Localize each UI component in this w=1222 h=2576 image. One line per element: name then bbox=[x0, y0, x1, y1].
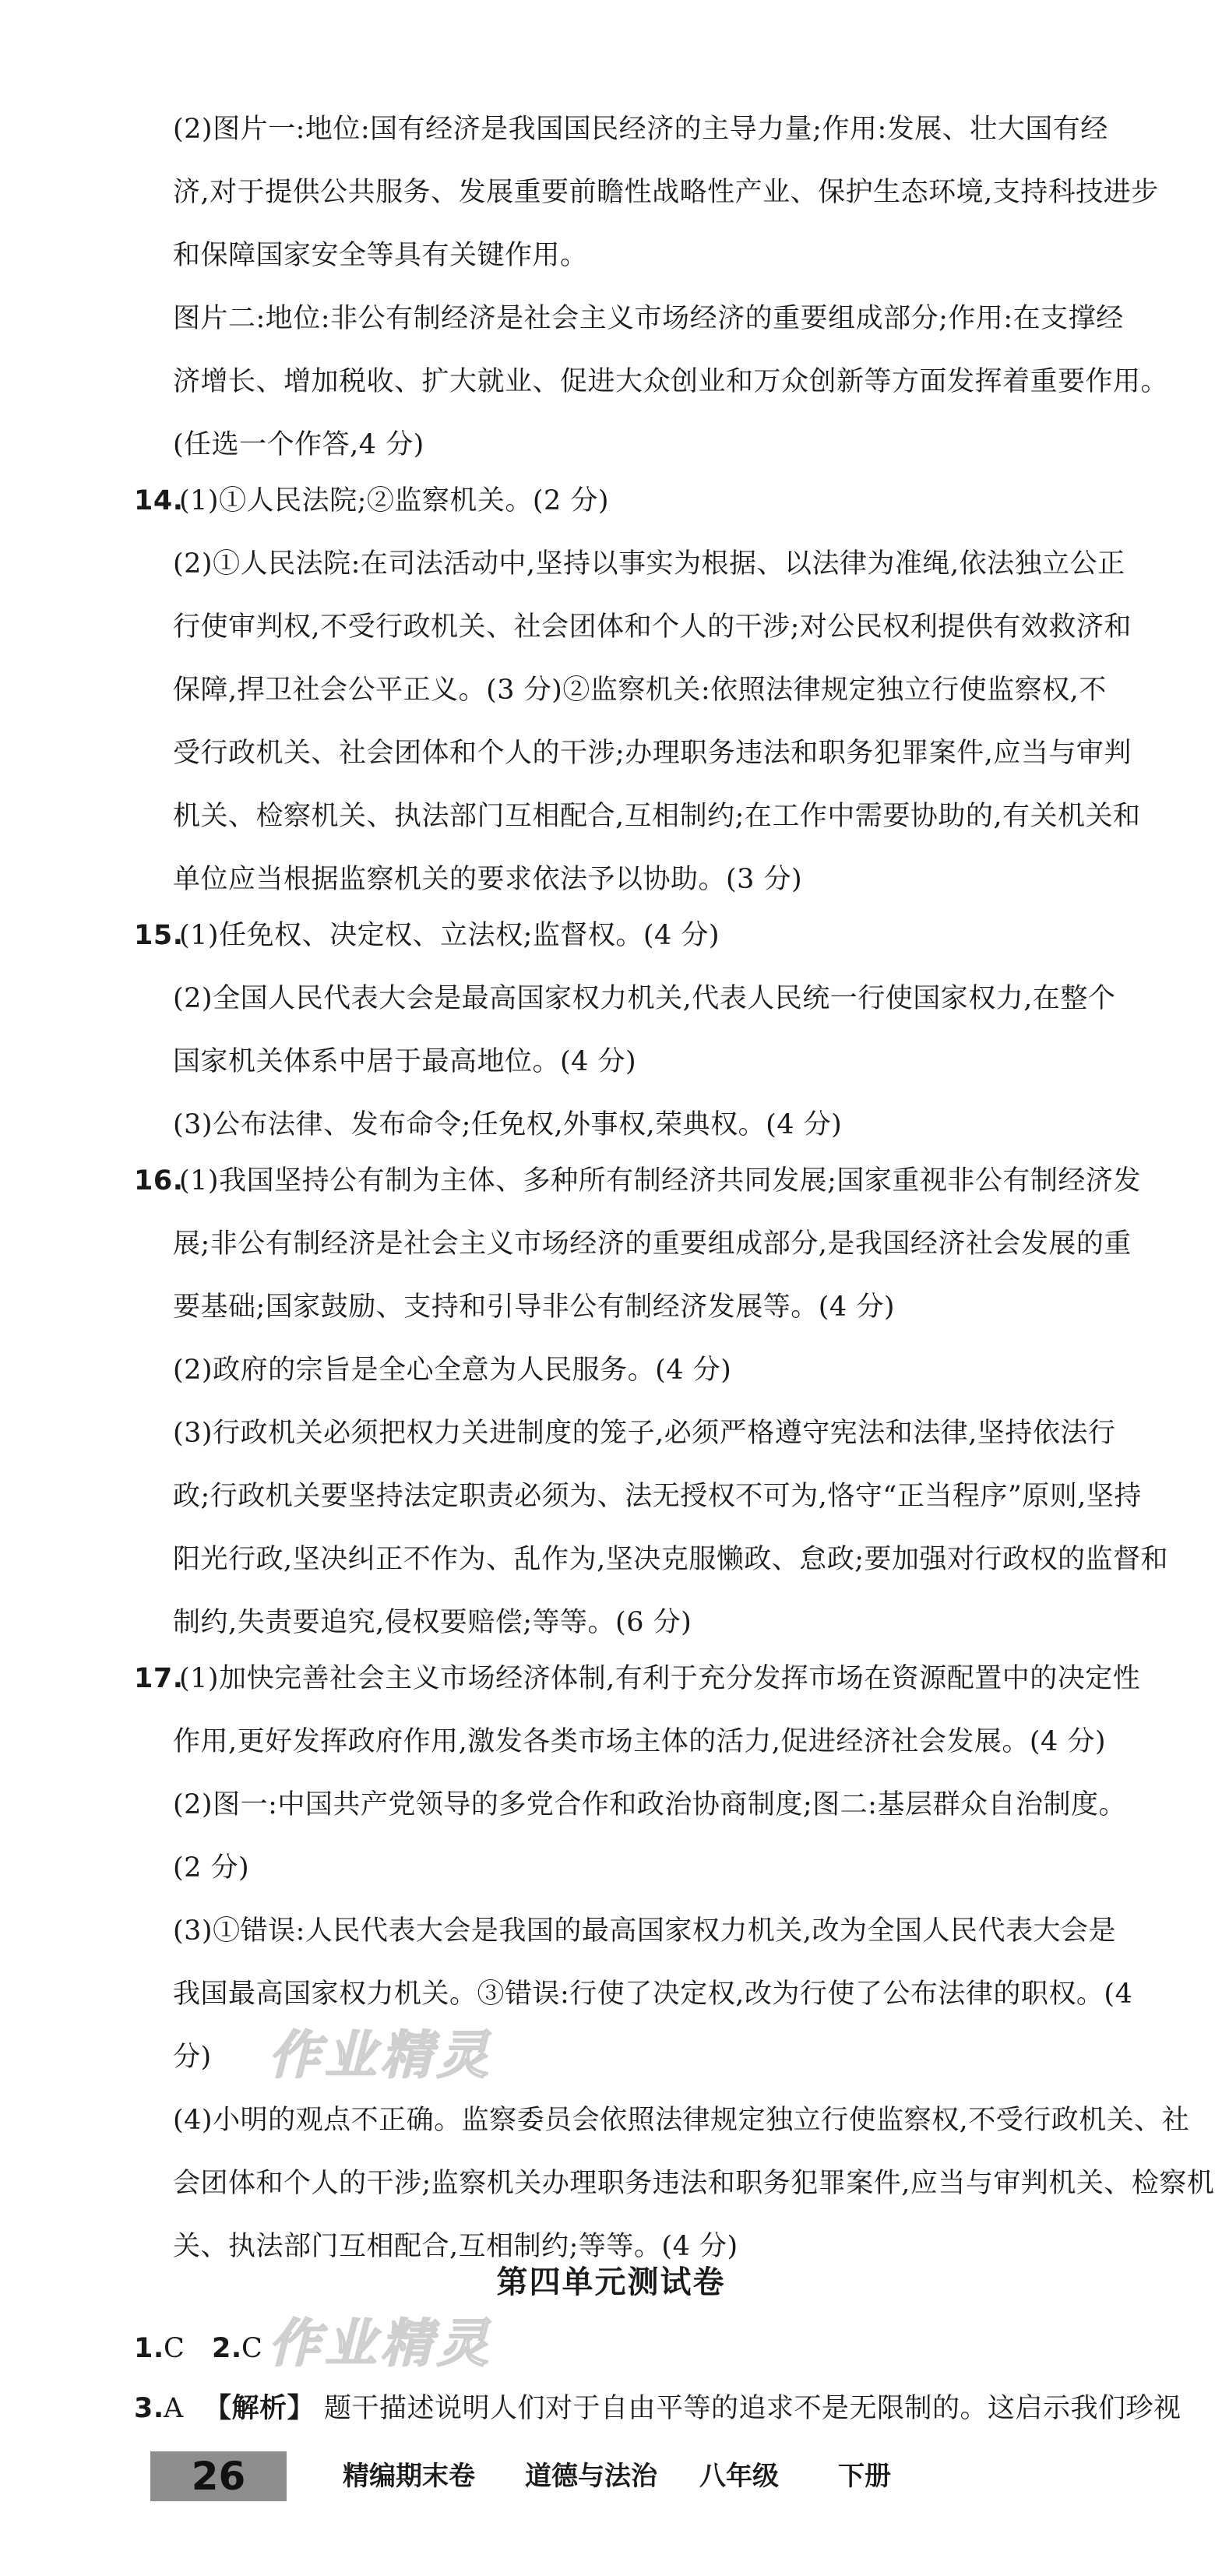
q14-part2-line2: 行使审判权,不受行政机关、社会团体和个人的干涉;对公民权利提供有效救济和 bbox=[173, 611, 1132, 643]
q17-part3-line3: 分) bbox=[173, 2042, 212, 2073]
q16-part3-line4: 制约,失责要追究,侵权要赔偿;等等。(6 分) bbox=[173, 1607, 692, 1638]
footer-series: 精编期末卷 bbox=[343, 2461, 475, 2492]
unit4-answer1: C bbox=[164, 2333, 185, 2364]
unit4-answer2: C bbox=[241, 2333, 263, 2364]
footer-subject: 道德与法治 bbox=[525, 2461, 657, 2492]
footer-grade: 八年级 bbox=[699, 2461, 779, 2492]
q17-part4-line2: 会团体和个人的干涉;监察机关办理职务违法和职务犯罪案件,应当与审判机关、检察机 bbox=[173, 2168, 1215, 2199]
q15-part1: (1)任免权、决定权、立法权;监督权。(4 分) bbox=[179, 920, 720, 951]
q14-number: 14. bbox=[134, 485, 184, 516]
q15-part2-line2: 国家机关体系中居于最高地位。(4 分) bbox=[173, 1046, 637, 1077]
q14-part2-line3: 保障,捍卫社会公平正义。(3 分)②监察机关:依照法律规定独立行使监察权,不 bbox=[173, 675, 1107, 706]
q15-part2-line1: (2)全国人民代表大会是最高国家权力机关,代表人民统一行使国家权力,在整个 bbox=[173, 983, 1116, 1014]
unit4-heading: 第四单元测试卷 bbox=[496, 2264, 726, 2300]
q14-part2-line5: 机关、检察机关、执法部门互相配合,互相制约;在工作中需要协助的,有关机关和 bbox=[173, 801, 1141, 832]
q15-part3: (3)公布法律、发布命令;任免权,外事权,荣典权。(4 分) bbox=[173, 1109, 843, 1140]
q16-part3-line3: 阳光行政,坚决纠正不作为、乱作为,坚决克服懒政、怠政;要加强对行政权的监督和 bbox=[173, 1544, 1169, 1575]
q13-picture2-line1: 图片二:地位:非公有制经济是社会主义市场经济的重要组成部分;作用:在支撑经 bbox=[173, 303, 1124, 334]
q16-part1-line3: 要基础;国家鼓励、支持和引导非公有制经济发展等。(4 分) bbox=[173, 1292, 895, 1323]
q14-part2-line1: (2)①人民法院:在司法活动中,坚持以事实为根据、以法律为准绳,依法独立公正 bbox=[173, 548, 1125, 580]
q17-part2-line2: (2 分) bbox=[173, 1852, 250, 1884]
q16-part1-line1: (1)我国坚持公有制为主体、多种所有制经济共同发展;国家重视非公有制经济发 bbox=[179, 1165, 1141, 1196]
q13-part2-line3: 和保障国家安全等具有关键作用。 bbox=[173, 240, 588, 271]
q16-part3-line1: (3)行政机关必须把权力关进制度的笼子,必须严格遵守宪法和法律,坚持依法行 bbox=[173, 1418, 1116, 1449]
q17-part3-line2: 我国最高国家权力机关。③错误:行使了决定权,改为行使了公布法律的职权。(4 bbox=[173, 1979, 1133, 2010]
q16-part3-line2: 政;行政机关要坚持法定职责必须为、法无授权不可为,恪守“正当程序”原则,坚持 bbox=[173, 1481, 1142, 1512]
page-number: 26 bbox=[150, 2451, 287, 2501]
q16-part1-line2: 展;非公有制经济是社会主义市场经济的重要组成部分,是我国经济社会发展的重 bbox=[173, 1228, 1132, 1260]
unit4-answer3-text: 题干描述说明人们对于自由平等的追求不是无限制的。这启示我们珍视 bbox=[324, 2393, 1182, 2424]
q14-part1: (1)①人民法院;②监察机关。(2 分) bbox=[179, 485, 610, 516]
page-footer bbox=[0, 2442, 1222, 2512]
watermark-logo-lower: 作业精灵 bbox=[269, 2313, 493, 2373]
q14-part2-line4: 受行政机关、社会团体和个人的干涉;办理职务违法和职务犯罪案件,应当与审判 bbox=[173, 738, 1132, 769]
unit4-answer3-number: 3. bbox=[134, 2393, 164, 2424]
q14-part2-line6: 单位应当根据监察机关的要求依法予以协助。(3 分) bbox=[173, 864, 803, 895]
unit4-answer2-number: 2. bbox=[212, 2333, 242, 2364]
q15-number: 15. bbox=[134, 920, 184, 951]
watermark-logo-upper: 作业精灵 bbox=[269, 2025, 493, 2085]
q13-picture2-line2: 济增长、增加税收、扩大就业、促进大众创业和万众创新等方面发挥着重要作用。 bbox=[173, 366, 1169, 397]
q17-number: 17. bbox=[134, 1663, 184, 1694]
q17-part4-line1: (4)小明的观点不正确。监察委员会依照法律规定独立行使监察权,不受行政机关、社 bbox=[173, 2105, 1190, 2136]
q17-part4-line3: 关、执法部门互相配合,互相制约;等等。(4 分) bbox=[173, 2231, 738, 2262]
unit4-answer3-analysis-tag: 【解析】 bbox=[204, 2393, 315, 2424]
q17-part1-line2: 作用,更好发挥政府作用,激发各类市场主体的活力,促进经济社会发展。(4 分) bbox=[173, 1726, 1107, 1757]
q17-part3-line1: (3)①错误:人民代表大会是我国的最高国家权力机关,改为全国人民代表大会是 bbox=[173, 1915, 1116, 1947]
footer-volume: 下册 bbox=[838, 2461, 891, 2492]
q13-part2-line1: (2)图片一:地位:国有经济是我国国民经济的主导力量;作用:发展、壮大国有经 bbox=[173, 114, 1108, 145]
q17-part1-line1: (1)加快完善社会主义市场经济体制,有利于充分发挥市场在资源配置中的决定性 bbox=[179, 1663, 1141, 1694]
unit4-answer1-number: 1. bbox=[134, 2333, 164, 2364]
q13-part2-line2: 济,对于提供公共服务、发展重要前瞻性战略性产业、保护生态环境,支持科技进步 bbox=[173, 177, 1159, 208]
unit4-answer3-choice: A bbox=[164, 2393, 184, 2424]
q16-number: 16. bbox=[134, 1165, 184, 1196]
q13-picture2-line3: (任选一个作答,4 分) bbox=[173, 429, 424, 460]
q17-part2-line1: (2)图一:中国共产党领导的多党合作和政治协商制度;图二:基层群众自治制度。 bbox=[173, 1789, 1126, 1820]
q16-part2: (2)政府的宗旨是全心全意为人民服务。(4 分) bbox=[173, 1355, 732, 1386]
